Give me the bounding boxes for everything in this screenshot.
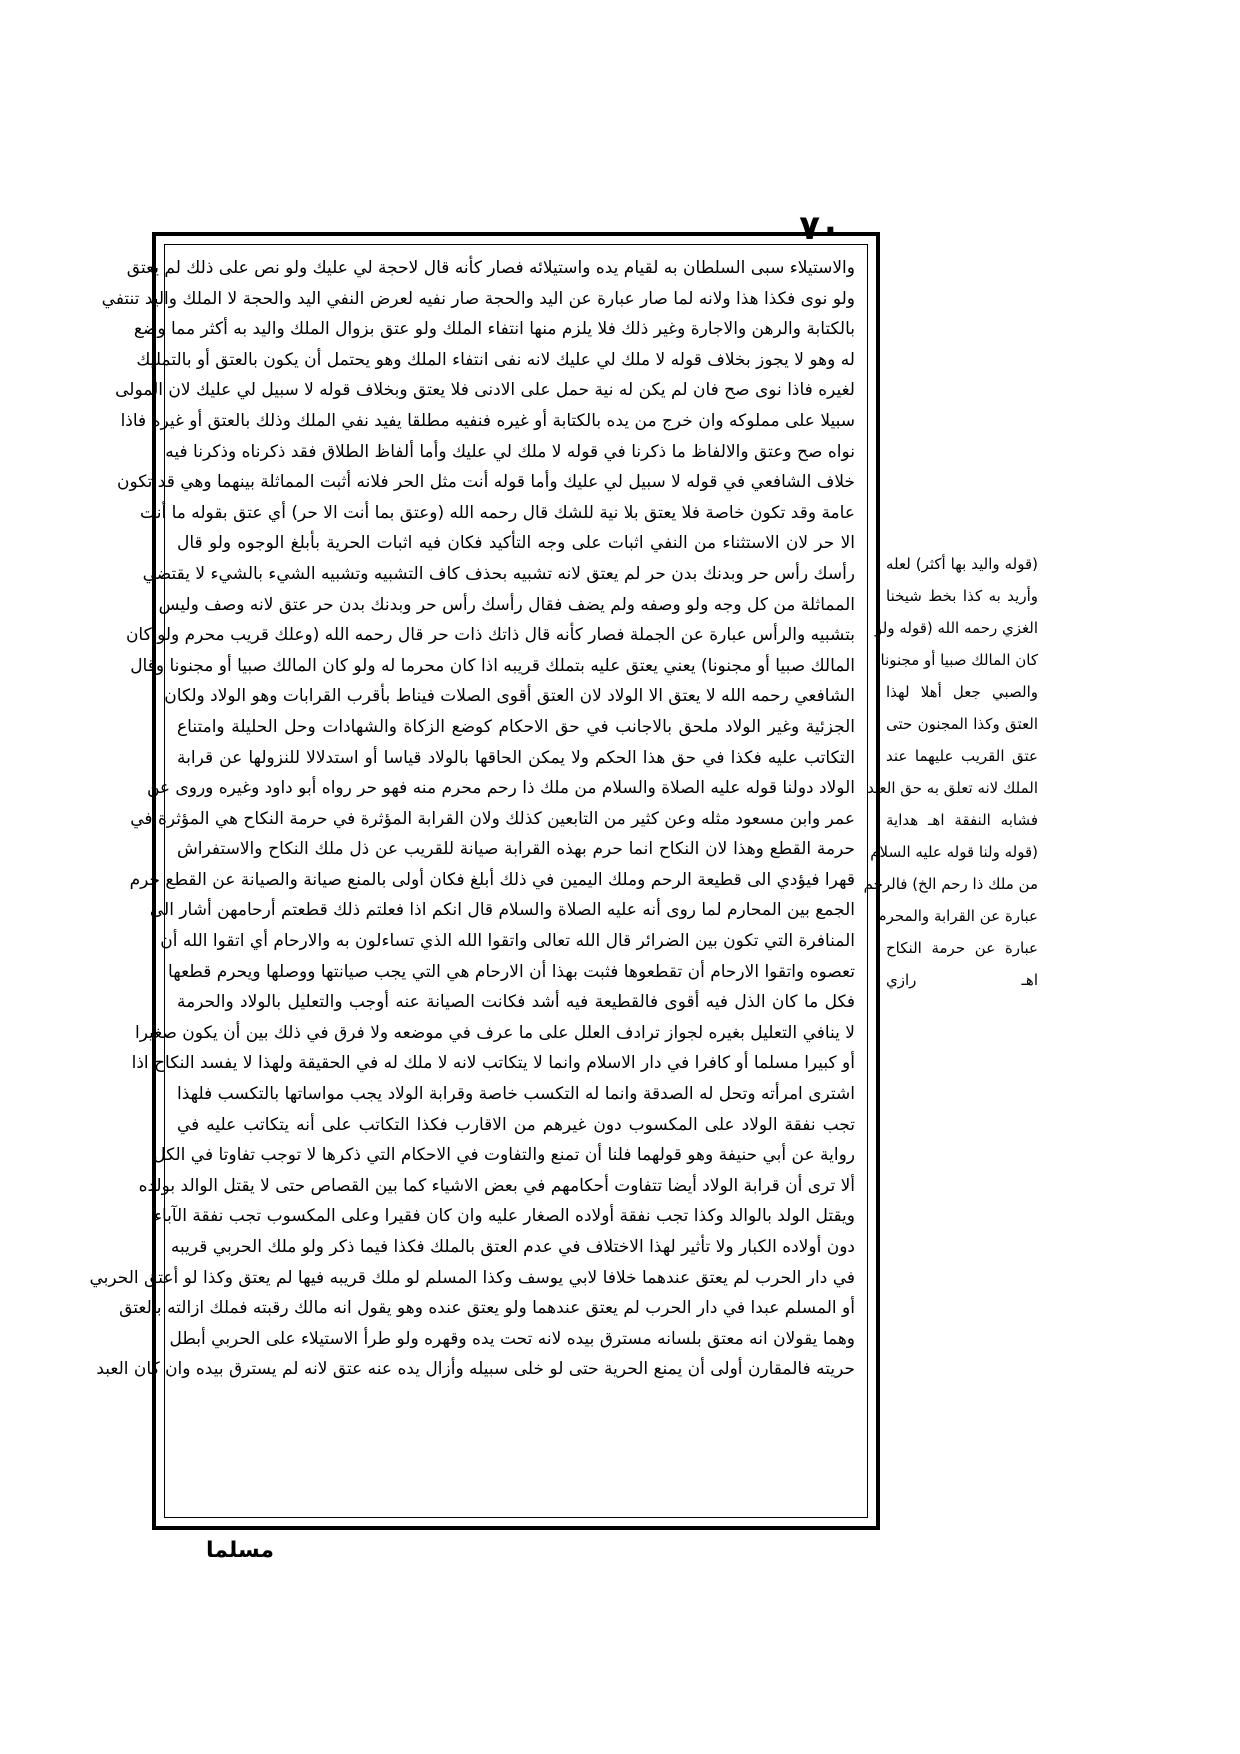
main-text-line: لغيره فاذا نوى صح فان لم يكن له نية حمل على الادنى فلا يعتق وبخلاف قوله لا سبيل لي عليك لان المولى (115, 380, 855, 401)
main-text-line: حرمة القطع وهذا لان النكاح انما حرم بهذه القرابة صيانة للقريب عن ذل ملك النكاح والاستفراش (177, 839, 855, 860)
side-note-line: اهـ رازي (886, 971, 1038, 989)
main-text-line: المماثلة من كل وجه ولو وصفه ولم يضف فقال رأسك رأس حر وبدنك بدن حر عتق لانه وصف وليس (158, 594, 855, 615)
side-note-line: عبارة عن حرمة النكاح (886, 939, 1038, 957)
side-note-line: كان المالك صبيا أو مجنونا) (874, 651, 1038, 669)
main-text-line: تعصوه واتقوا الارحام أن تقطعوها فثبت بهذا أن الارحام هي التي يجب صيانتها ووصلها ويحرم قطعها (168, 961, 855, 982)
main-text-line: خلاف الشافعي في قوله لا سبيل لي عليك وأما قوله أنت مثل الحر فلانه أثبت المماثلة بينهما وهي قد تكون (117, 472, 855, 493)
main-text-line: الولاد دولنا قوله عليه الصلاة والسلام من ملك ذا رحم محرم منه فهو حر رواه أبو داود وغيره وروى عن (146, 778, 855, 799)
main-text-line: عمر وابن مسعود مثله وعن كثير من التابعين كذلك ولان القرابة المؤثرة في حرمة النكاح هي المؤثرة في (130, 808, 855, 829)
side-note (863, 548, 1038, 996)
main-text-line: حريته فالمقارن أولى أن يمنع الحرية حتى لو خلى سبيله وأزال يده عنه عتق لانه لم يسترق بيده وان كان العبد (96, 1359, 855, 1380)
main-text-line: المنافرة التي تكون بين الضرائر قال الله تعالى واتقوا الله الذي تساءلون به والارحام أي اتقوا الله أن (160, 931, 855, 952)
main-text-line: اشترى امرأته وتحل له الصدقة وانما له التكسب خاصة وقرابة الولاد يجب مواساتها بالتكسب فلهذا (177, 1084, 855, 1105)
main-text-line: أو كبيرا مسلما أو كافرا في دار الاسلام وانما لا يتكاتب لانه لا ملك له في الحقيقة ولهذا لا يفسد النكاح اذا (131, 1053, 855, 1074)
main-text-line: رأسك رأس حر وبدنك بدن حر لم يعتق لانه تشبيه بحذف كاف التشبيه وتشبيه الشيء بالشيء لا يقتضي (142, 563, 855, 584)
side-note-line: (قوله ولنا قوله عليه السلام (870, 843, 1038, 861)
side-note-line: فشابه النفقة اهـ هداية (886, 811, 1038, 829)
main-text-line: الجزئية وغير الولاد ملحق بالاجانب في حق الاحكام كوضع الزكاة والشهادات وحل الحليلة وامتناع (177, 716, 855, 737)
main-text-line: ألا ترى أن قرابة الولاد أيضا تتفاوت أحكامهم في بعض الاشياء كما بين القصاص حتى لا يقتل الوالد بولده (138, 1175, 855, 1196)
side-note-line: الغزي رحمه الله (قوله ولو (875, 619, 1038, 637)
side-note-line: (قوله واليد بها أكثر) لعله (886, 555, 1038, 573)
text-frame (89, 232, 880, 1530)
main-text-line: بتشبيه والرأس عبارة عن الجملة فصار كأنه قال ذاتك ذات حر قال رحمه الله (وعلك قريب محرم ولو كان (125, 625, 855, 646)
main-text-line: أو المسلم عبدا في دار الحرب لم يعتق عندهما ولو يعتق عنده وهو يقول انه مالك رقبته فملك ازالته بالعتق (119, 1298, 855, 1319)
text-frame-inner (89, 244, 868, 1518)
main-text-line: قهرا فيؤدي الى قطيعة الرحم وملك اليمين في ذلك أبلغ فكان أولى بالمنع صيانة والصيانة عن القطع حرم (129, 869, 855, 890)
main-text-line: التكاتب عليه فكذا في حق هذا الحكم ولا يمكن الحاقها بالولاد قياسا أو استدلالا للنزولها عن قرابة (177, 747, 855, 768)
side-note-line: وأريد به كذا بخط شيخنا (886, 587, 1038, 605)
main-text-line: رواية عن أبي حنيفة وهو قولهما فلنا أن تمنع والتفاوت في الاحكام التي ذكرها لا توجب تفاوتا في الكل (153, 1145, 855, 1166)
main-text-line: لا ينافي التعليل بغيره لجواز ترادف العلل على ما عرف في موضعه ولا فرق في ذلك بين أن يكون صغيرا (135, 1022, 855, 1043)
footer-catchword: مسلما (206, 1538, 274, 1563)
main-text-line: في دار الحرب لم يعتق عندهما خلافا لابي يوسف وكذا المسلم لو ملك قريبه فيها لم يعتق وكذا لو أعتق الحربي (89, 1267, 855, 1288)
side-note-line: عبارة عن القرابة والمحرم (877, 907, 1038, 925)
main-text-line: والاستيلاء سبى السلطان به لقيام يده واستيلائه فصار كأنه قال لاحجة لي عليك ولو نص على ذلك لم يعتق (126, 258, 855, 278)
main-text-line: عامة وقد تكون خاصة فلا يعتق بلا نية للشك قال رحمه الله (وعتق بما أنت الا حر) أي عتق بقوله ما أنت (140, 502, 855, 523)
main-text-line: بالكتابة والرهن والاجارة وغير ذلك فلا يلزم منها انتفاء الملك ولو عتق بزوال الملك واليد به أكثر مما وضع (133, 319, 855, 340)
main-text-line: الشافعي رحمه الله لا يعتق الا الولاد لان العتق أقوى الصلات فيناط بأقرب القرابات وهو الولاد ولكان (164, 686, 855, 707)
side-note-line: والصبي جعل أهلا لهذا (886, 683, 1038, 701)
main-text-line: له وهو لا يجوز بخلاف قوله لا ملك لي عليك لانه نفى انتفاء الملك وهو يحتمل أن يكون بالعتق أو بالتمليك (136, 349, 855, 370)
main-text-block (89, 253, 855, 1513)
main-text-line: دون أولاده الكبار ولا تأثير لهذا الاختلاف في عدم العتق بالملك فكذا فيما ذكر ولو ملك الحربي قريبه (170, 1237, 855, 1257)
side-note-line: العتق وكذا المجنون حتى (886, 715, 1038, 733)
main-text-line: ولو نوى فكذا هذا ولانه لما صار عبارة عن اليد والحجة صار نفيه لعرض النفي اليد والحجة لا الملك واليد تنتفي (101, 288, 855, 309)
main-text-line: المالك صبيا أو مجنونا) يعني يعتق عليه بتملك قريبه اذا كان محرما له ولو كان المالك صبيا أو مجنونا وقال (130, 655, 855, 676)
side-note-line: من ملك ذا رحم الخ) فالرحم (863, 875, 1038, 893)
side-note-line: عتق القريب عليهما عند (886, 747, 1038, 765)
main-text-line: تجب نفقة الولاد على المكسوب دون غيرهم من الاقارب فكذا التكاتب على أنه يتكاتب عليه في (177, 1114, 855, 1135)
main-text-line: وهما يقولان انه معتق بلسانه مسترق بيده لانه تحت يده وقهره ولو طرأ الاستيلاء على الحربي أبطل (169, 1328, 855, 1349)
main-text-line: الا حر لان الاستثناء من النفي اثبات على وجه التأكيد فكان فيه اثبات الحرية بأبلغ الوجوه ولو قال (177, 533, 855, 554)
main-text-line: نواه صح وعتق والالفاظ ما ذكرنا في قوله لا ملك لي عليك وأما ألفاظ الطلاق فقد ذكرناه وذكرنا فيه (165, 441, 855, 462)
main-text-line: ويقتل الولد بالوالد وكذا تجب نفقة أولاده الصغار عليه وان كان فقيرا وعلى المكسوب تجب نفقة الآباء (153, 1206, 855, 1227)
main-text-line: فكل ما كان الذل فيه أقوى فالقطيعة فيه أشد فكانت الصيانة عنه أوجب والتعليل بالولاد والحرمة (177, 992, 855, 1013)
main-text-line: سبيلا على مملوكه وان خرج من يده بالكتابة أو غيره فنفيه مطلقا يفيد نفي الملك وذلك بالعتق أو غيره فاذا (120, 410, 855, 431)
page-number: ٧٠ (799, 208, 841, 248)
side-note-line: الملك لانه تعلق به حق العبد (867, 779, 1038, 797)
main-text-line: الجمع بين المحارم لما روى أنه عليه الصلاة والسلام قال انكم اذا فعلتم ذلك قطعتم أرحامهن أشار الى (149, 900, 855, 921)
